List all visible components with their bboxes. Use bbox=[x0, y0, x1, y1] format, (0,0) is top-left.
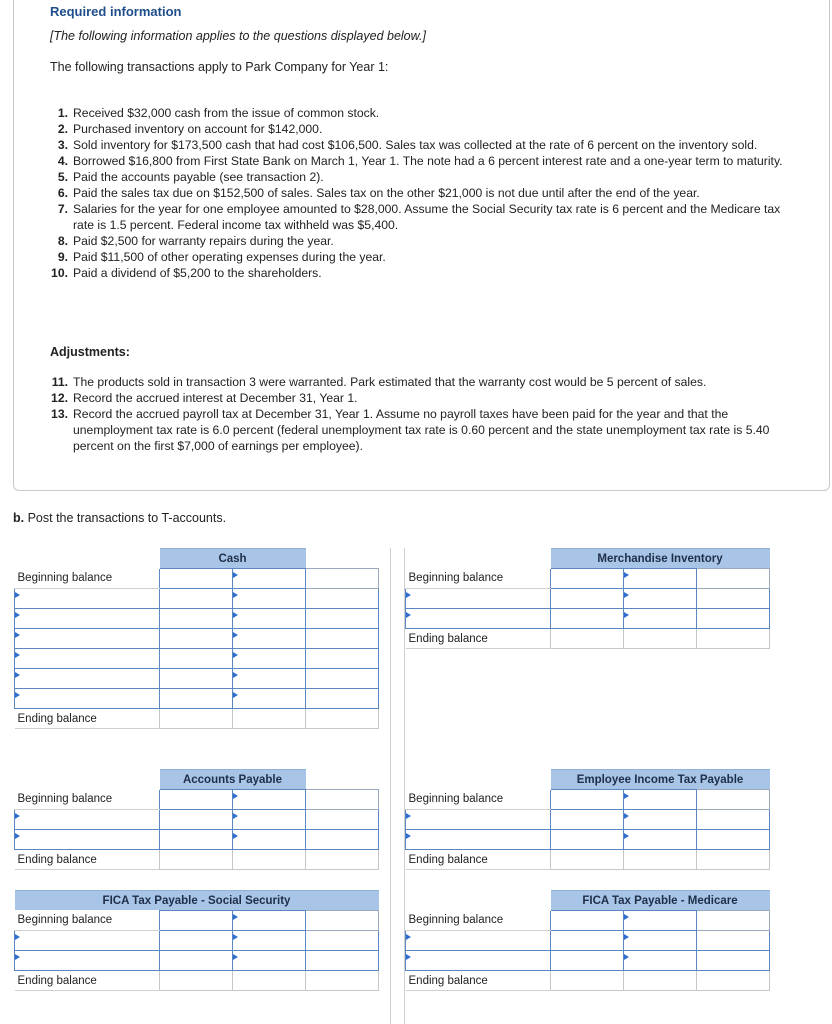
credit-amount-input[interactable] bbox=[697, 951, 770, 971]
debit-label-input[interactable] bbox=[406, 931, 551, 951]
credit-amount-input[interactable] bbox=[697, 569, 770, 589]
ending-balance-debit bbox=[551, 850, 624, 870]
debit-amount-input[interactable] bbox=[160, 790, 233, 810]
t-account-accounts-payable bbox=[14, 769, 379, 870]
dropdown-arrow-icon bbox=[15, 592, 20, 598]
dropdown-arrow-icon bbox=[233, 572, 238, 578]
credit-amount-input[interactable] bbox=[306, 689, 379, 709]
t-account-fica-medicare bbox=[405, 890, 770, 991]
credit-amount-input[interactable] bbox=[697, 790, 770, 810]
credit-amount-input[interactable] bbox=[306, 669, 379, 689]
debit-amount-input[interactable] bbox=[160, 669, 233, 689]
ending-balance-debit bbox=[551, 629, 624, 649]
debit-amount-input[interactable] bbox=[160, 629, 233, 649]
list-item: 5. Paid the accounts payable (see transaction 2). bbox=[57, 170, 324, 184]
credit-amount-input[interactable] bbox=[697, 931, 770, 951]
debit-amount-input[interactable] bbox=[160, 589, 233, 609]
ending-balance-label: Ending balance bbox=[406, 971, 551, 991]
credit-label-input[interactable] bbox=[624, 609, 697, 629]
ending-balance-credit bbox=[624, 629, 697, 649]
debit-amount-input[interactable] bbox=[160, 689, 233, 709]
dropdown-arrow-icon bbox=[15, 612, 20, 618]
account-title: Merchandise Inventory bbox=[551, 549, 770, 569]
list-item: 7. Salaries for the year for one employee amounted to $28,000. Assume the Social Security tax rate is 6 percent and the Medicare tax rate is 1.5 percent. Federal income tax withheld was $5,400. bbox=[57, 202, 781, 232]
dropdown-arrow-icon bbox=[233, 934, 238, 940]
dropdown-arrow-icon bbox=[15, 652, 20, 658]
credit-label-input[interactable] bbox=[624, 830, 697, 850]
credit-amount-input[interactable] bbox=[306, 830, 379, 850]
dropdown-arrow-icon bbox=[233, 672, 238, 678]
dropdown-arrow-icon bbox=[406, 934, 411, 940]
debit-label-input[interactable] bbox=[15, 951, 160, 971]
debit-amount-input[interactable] bbox=[160, 931, 233, 951]
list-item: 9. Paid $11,500 of other operating expenses during the year. bbox=[57, 250, 386, 264]
dropdown-arrow-icon bbox=[233, 793, 238, 799]
ending-balance-spacer bbox=[306, 850, 379, 870]
ending-balance-spacer bbox=[306, 709, 379, 729]
beginning-balance-label: Beginning balance bbox=[406, 790, 551, 810]
ending-balance-label: Ending balance bbox=[15, 850, 160, 870]
ending-balance-spacer bbox=[306, 971, 379, 991]
credit-label-input[interactable] bbox=[624, 951, 697, 971]
account-title: FICA Tax Payable - Social Security bbox=[15, 891, 379, 911]
beginning-balance-label: Beginning balance bbox=[15, 911, 160, 931]
credit-label-input[interactable] bbox=[233, 649, 306, 669]
dropdown-arrow-icon bbox=[15, 813, 20, 819]
credit-amount-input[interactable] bbox=[306, 951, 379, 971]
ending-balance-spacer bbox=[697, 629, 770, 649]
credit-amount-input[interactable] bbox=[306, 931, 379, 951]
list-item: 11. The products sold in transaction 3 were warranted. Park estimated that the warranty cost would be 5 percent of sales. bbox=[51, 375, 707, 389]
credit-label-input[interactable] bbox=[233, 931, 306, 951]
debit-amount-input[interactable] bbox=[551, 569, 624, 589]
credit-label-input[interactable] bbox=[233, 569, 306, 589]
dropdown-arrow-icon bbox=[15, 934, 20, 940]
column-divider bbox=[390, 548, 391, 1024]
credit-label-input[interactable] bbox=[624, 911, 697, 931]
credit-label-input[interactable] bbox=[233, 830, 306, 850]
debit-label-input[interactable] bbox=[15, 669, 160, 689]
dropdown-arrow-icon bbox=[624, 793, 629, 799]
account-title: Employee Income Tax Payable bbox=[551, 770, 770, 790]
debit-label-input[interactable] bbox=[15, 931, 160, 951]
credit-amount-input[interactable] bbox=[306, 911, 379, 931]
dropdown-arrow-icon bbox=[624, 612, 629, 618]
dropdown-arrow-icon bbox=[15, 833, 20, 839]
credit-amount-input[interactable] bbox=[697, 589, 770, 609]
debit-label-input[interactable] bbox=[406, 589, 551, 609]
credit-label-input[interactable] bbox=[233, 689, 306, 709]
account-title: FICA Tax Payable - Medicare bbox=[551, 891, 770, 911]
ending-balance-debit bbox=[160, 971, 233, 991]
debit-amount-input[interactable] bbox=[551, 810, 624, 830]
debit-label-input[interactable] bbox=[15, 689, 160, 709]
dropdown-arrow-icon bbox=[15, 954, 20, 960]
debit-label-input[interactable] bbox=[15, 830, 160, 850]
credit-amount-input[interactable] bbox=[306, 589, 379, 609]
debit-amount-input[interactable] bbox=[551, 589, 624, 609]
required-info-title: Required information bbox=[50, 4, 182, 19]
dropdown-arrow-icon bbox=[624, 833, 629, 839]
adjustments-list bbox=[50, 374, 800, 454]
debit-amount-input[interactable] bbox=[551, 931, 624, 951]
credit-amount-input[interactable] bbox=[697, 609, 770, 629]
dropdown-arrow-icon bbox=[624, 813, 629, 819]
list-item: 2. Purchased inventory on account for $142,000. bbox=[57, 122, 323, 136]
credit-label-input[interactable] bbox=[233, 629, 306, 649]
dropdown-arrow-icon bbox=[624, 572, 629, 578]
ending-balance-credit bbox=[233, 709, 306, 729]
dropdown-arrow-icon bbox=[233, 592, 238, 598]
debit-amount-input[interactable] bbox=[160, 649, 233, 669]
list-item: 1. Received $32,000 cash from the issue of common stock. bbox=[57, 106, 380, 120]
transactions-list bbox=[50, 105, 800, 281]
debit-label-input[interactable] bbox=[15, 589, 160, 609]
debit-label-input[interactable] bbox=[406, 810, 551, 830]
ending-balance-label: Ending balance bbox=[406, 850, 551, 870]
ending-balance-credit bbox=[624, 971, 697, 991]
dropdown-arrow-icon bbox=[233, 652, 238, 658]
list-item: 3. Sold inventory for $173,500 cash that had cost $106,500. Sales tax was collected at the rate of 6 percent on the inventory sold. bbox=[57, 138, 758, 152]
credit-label-input[interactable] bbox=[624, 569, 697, 589]
debit-amount-input[interactable] bbox=[551, 830, 624, 850]
beginning-balance-label: Beginning balance bbox=[406, 911, 551, 931]
dropdown-arrow-icon bbox=[624, 592, 629, 598]
list-item: 6. Paid the sales tax due on $152,500 of sales. Sales tax on the other $21,000 is not due until after the end of the year. bbox=[57, 186, 700, 200]
credit-label-input[interactable] bbox=[233, 669, 306, 689]
beginning-balance-label: Beginning balance bbox=[406, 569, 551, 589]
ending-balance-label: Ending balance bbox=[15, 709, 160, 729]
debit-amount-input[interactable] bbox=[551, 609, 624, 629]
debit-amount-input[interactable] bbox=[160, 911, 233, 931]
beginning-balance-label: Beginning balance bbox=[15, 569, 160, 589]
credit-amount-input[interactable] bbox=[306, 569, 379, 589]
dropdown-arrow-icon bbox=[233, 692, 238, 698]
debit-label-input[interactable] bbox=[406, 609, 551, 629]
credit-amount-input[interactable] bbox=[306, 790, 379, 810]
debit-amount-input[interactable] bbox=[551, 790, 624, 810]
credit-amount-input[interactable] bbox=[306, 810, 379, 830]
dropdown-arrow-icon bbox=[233, 954, 238, 960]
credit-amount-input[interactable] bbox=[306, 649, 379, 669]
dropdown-arrow-icon bbox=[406, 612, 411, 618]
account-title: Accounts Payable bbox=[160, 770, 306, 790]
credit-label-input[interactable] bbox=[233, 810, 306, 830]
credit-label-input[interactable] bbox=[233, 911, 306, 931]
credit-amount-input[interactable] bbox=[697, 911, 770, 931]
list-item: 4. Borrowed $16,800 from First State Bank on March 1, Year 1. The note had a 6 percent interest rate and a one-year term to maturity. bbox=[57, 154, 783, 168]
t-account-merchandise-inventory bbox=[405, 548, 770, 649]
credit-label-input[interactable] bbox=[624, 810, 697, 830]
ending-balance-label: Ending balance bbox=[406, 629, 551, 649]
credit-amount-input[interactable] bbox=[306, 629, 379, 649]
dropdown-arrow-icon bbox=[233, 833, 238, 839]
t-account-fica-social-security bbox=[14, 890, 379, 991]
dropdown-arrow-icon bbox=[406, 954, 411, 960]
credit-label-input[interactable] bbox=[233, 790, 306, 810]
debit-amount-input[interactable] bbox=[160, 569, 233, 589]
debit-amount-input[interactable] bbox=[551, 911, 624, 931]
info-note: [The following information applies to the questions displayed below.] bbox=[50, 29, 426, 43]
ending-balance-debit bbox=[160, 850, 233, 870]
dropdown-arrow-icon bbox=[233, 914, 238, 920]
credit-label-input[interactable] bbox=[233, 951, 306, 971]
beginning-balance-label: Beginning balance bbox=[15, 790, 160, 810]
list-item: 13. Record the accrued payroll tax at December 31, Year 1. Assume no payroll taxes have been paid for the year and that the unemployment tax rate is 6.0 percent (federal unemployment tax rate is 0.60 percent and the state unemployment tax rate is 5.40 percent on the first $7,000 of earnings per employee). bbox=[51, 407, 770, 453]
ending-balance-spacer bbox=[697, 971, 770, 991]
credit-amount-input[interactable] bbox=[697, 830, 770, 850]
dropdown-arrow-icon bbox=[233, 612, 238, 618]
debit-label-input[interactable] bbox=[15, 609, 160, 629]
debit-amount-input[interactable] bbox=[160, 951, 233, 971]
list-item: 12. Record the accrued interest at December 31, Year 1. bbox=[51, 391, 358, 405]
ending-balance-debit bbox=[160, 709, 233, 729]
account-title: Cash bbox=[160, 549, 306, 569]
debit-label-input[interactable] bbox=[406, 830, 551, 850]
dropdown-arrow-icon bbox=[233, 632, 238, 638]
dropdown-arrow-icon bbox=[15, 692, 20, 698]
credit-amount-input[interactable] bbox=[306, 609, 379, 629]
t-account-cash bbox=[14, 548, 379, 729]
dropdown-arrow-icon bbox=[624, 914, 629, 920]
credit-label-input[interactable] bbox=[233, 589, 306, 609]
ending-balance-debit bbox=[551, 971, 624, 991]
credit-amount-input[interactable] bbox=[697, 810, 770, 830]
debit-label-input[interactable] bbox=[15, 649, 160, 669]
credit-label-input[interactable] bbox=[233, 609, 306, 629]
ending-balance-credit bbox=[233, 850, 306, 870]
debit-amount-input[interactable] bbox=[160, 609, 233, 629]
ending-balance-credit bbox=[624, 850, 697, 870]
adjustments-title: Adjustments: bbox=[50, 345, 130, 359]
ending-balance-label: Ending balance bbox=[15, 971, 160, 991]
dropdown-arrow-icon bbox=[15, 672, 20, 678]
debit-amount-input[interactable] bbox=[551, 951, 624, 971]
debit-amount-input[interactable] bbox=[160, 830, 233, 850]
dropdown-arrow-icon bbox=[406, 833, 411, 839]
debit-label-input[interactable] bbox=[15, 810, 160, 830]
dropdown-arrow-icon bbox=[624, 954, 629, 960]
ending-balance-credit bbox=[233, 971, 306, 991]
intro-text: The following transactions apply to Park Company for Year 1: bbox=[50, 60, 389, 74]
dropdown-arrow-icon bbox=[624, 934, 629, 940]
list-item: 10. Paid a dividend of $5,200 to the shareholders. bbox=[51, 266, 322, 280]
dropdown-arrow-icon bbox=[406, 592, 411, 598]
list-item: 8. Paid $2,500 for warranty repairs during the year. bbox=[57, 234, 334, 248]
debit-amount-input[interactable] bbox=[160, 810, 233, 830]
debit-label-input[interactable] bbox=[406, 951, 551, 971]
dropdown-arrow-icon bbox=[15, 632, 20, 638]
t-account-employee-income-tax-payable bbox=[405, 769, 770, 870]
part-b-instruction: b. Post the transactions to T-accounts. bbox=[13, 511, 227, 525]
credit-label-input[interactable] bbox=[624, 790, 697, 810]
dropdown-arrow-icon bbox=[233, 813, 238, 819]
credit-label-input[interactable] bbox=[624, 931, 697, 951]
dropdown-arrow-icon bbox=[406, 813, 411, 819]
ending-balance-spacer bbox=[697, 850, 770, 870]
credit-label-input[interactable] bbox=[624, 589, 697, 609]
debit-label-input[interactable] bbox=[15, 629, 160, 649]
